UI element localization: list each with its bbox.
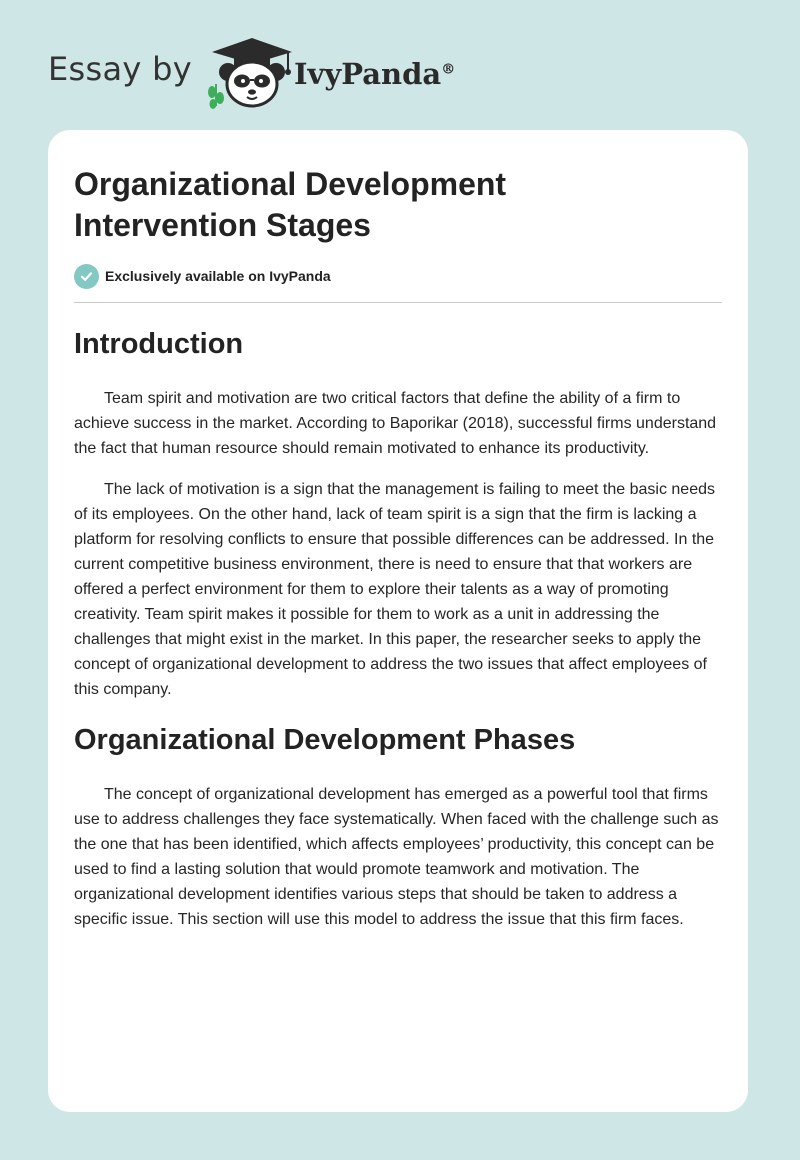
badge-label: Exclusively available on IvyPanda bbox=[105, 268, 331, 284]
section-heading-phases: Organizational Development Phases bbox=[74, 724, 576, 756]
brand-name[interactable]: IvyPanda® bbox=[293, 57, 456, 91]
essay-body bbox=[74, 321, 726, 932]
page-title: Organizational Development Intervention Stages bbox=[74, 166, 507, 243]
panda-logo-icon[interactable] bbox=[204, 34, 300, 110]
paragraph: The concept of organizational development has emerged as a powerful tool that firms use to address challenges they face systematically. When faced with the challenge such as the one that has been identified, which affects employees’ productivity, this concept can be used to find a lasting solution that would promote teamwork and motivation. The organizational development identifies various steps that should be taken to address a specific issue. This section will use this model to address the issue that this firm faces. bbox=[74, 786, 719, 928]
paragraph: The lack of motivation is a sign that the management is failing to meet the basic needs of its employees. On the other hand, lack of team spirit is a sign that the firm is lacking a platform for resolving conflicts to ensure that possible differences can be addressed. In the current competitive business environment, there is need to ensure that that workers are offered a perfect environment for them to explore their talents as a way of promoting creativity. Team spirit makes it possible for them to work as a unit in addressing the challenges that might exist in the market. In this paper, the researcher seeks to apply the concept of organizational development to address the two issues that affect employees of this company. bbox=[74, 481, 715, 698]
registered-mark: ® bbox=[441, 61, 456, 78]
exclusive-badge bbox=[74, 263, 331, 289]
site-header bbox=[48, 34, 468, 110]
check-icon bbox=[74, 264, 99, 289]
essay-card bbox=[48, 130, 748, 1112]
title-divider bbox=[74, 302, 722, 303]
essay-by-label: Essay by bbox=[48, 50, 192, 88]
paragraph: Team spirit and motivation are two critical factors that define the ability of a firm to achieve success in the market. According to Baporikar (2018), successful firms understand the fact that human resource should remain motivated to enhance its productivity. bbox=[74, 390, 717, 457]
section-heading-introduction: Introduction bbox=[74, 328, 244, 360]
